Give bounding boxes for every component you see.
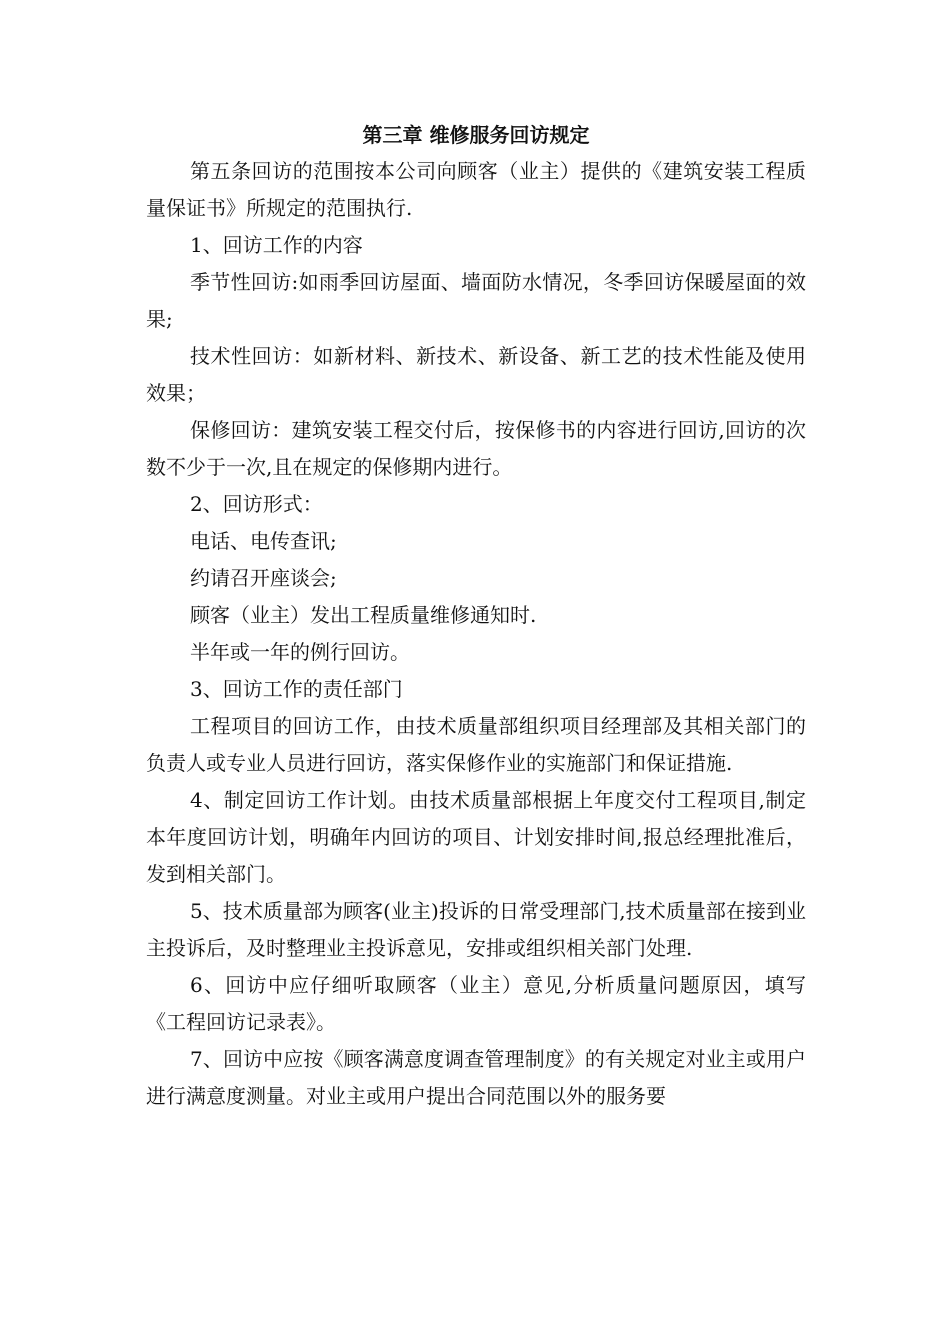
paragraph-plan: 4、制定回访工作计划。由技术质量部根据上年度交付工程项目,制定本年度回访计划，明确年内回访的项目、计划安排时间,报总经理批准后，发到相关部门。 xyxy=(146,788,806,886)
document-body xyxy=(146,117,806,1115)
paragraph-form-heading: 2、回访形式： xyxy=(190,492,323,516)
paragraph-seasonal-visit: 季节性回访:如雨季回访屋面、墙面防水情况，冬季回访保暖屋面的效果; xyxy=(146,270,806,331)
paragraph-warranty-visit: 保修回访：建筑安装工程交付后，按保修书的内容进行回访,回访的次数不少于一次,且在规定的保修期内进行。 xyxy=(146,418,806,479)
paragraph-responsibility-heading: 3、回访工作的责任部门 xyxy=(190,677,403,701)
paragraph-responsibility: 工程项目的回访工作，由技术质量部组织项目经理部及其相关部门的负责人或专业人员进行回访，落实保修作业的实施部门和保证措施. xyxy=(146,714,806,775)
paragraph-feedback: 6、回访中应仔细听取顾客（业主）意见,分析质量问题原因，填写《工程回访记录表》。 xyxy=(146,973,806,1034)
paragraph-form-meeting: 约请召开座谈会; xyxy=(190,566,337,590)
paragraph-content-heading: 1、回访工作的内容 xyxy=(190,233,363,257)
paragraph-form-phone: 电话、电传查讯; xyxy=(190,529,337,553)
paragraph-satisfaction: 7、回访中应按《顾客满意度调查管理制度》的有关规定对业主或用户进行满意度测量。对业主或用户提出合同范围以外的服务要 xyxy=(146,1047,806,1108)
paragraph-form-routine: 半年或一年的例行回访。 xyxy=(190,640,410,664)
paragraph-form-notice: 顾客（业主）发出工程质量维修通知时. xyxy=(190,603,537,627)
chapter-title: 第三章 维修服务回访规定 xyxy=(362,123,590,147)
paragraph-complaints: 5、技术质量部为顾客(业主)投诉的日常受理部门,技术质量部在接到业主投诉后，及时整理业主投诉意见，安排或组织相关部门处理. xyxy=(146,899,806,960)
paragraph-scope: 第五条回访的范围按本公司向顾客（业主）提供的《建筑安装工程质量保证书》所规定的范围执行. xyxy=(146,159,806,220)
paragraph-technical-visit: 技术性回访：如新材料、新技术、新设备、新工艺的技术性能及使用效果； xyxy=(146,344,806,405)
